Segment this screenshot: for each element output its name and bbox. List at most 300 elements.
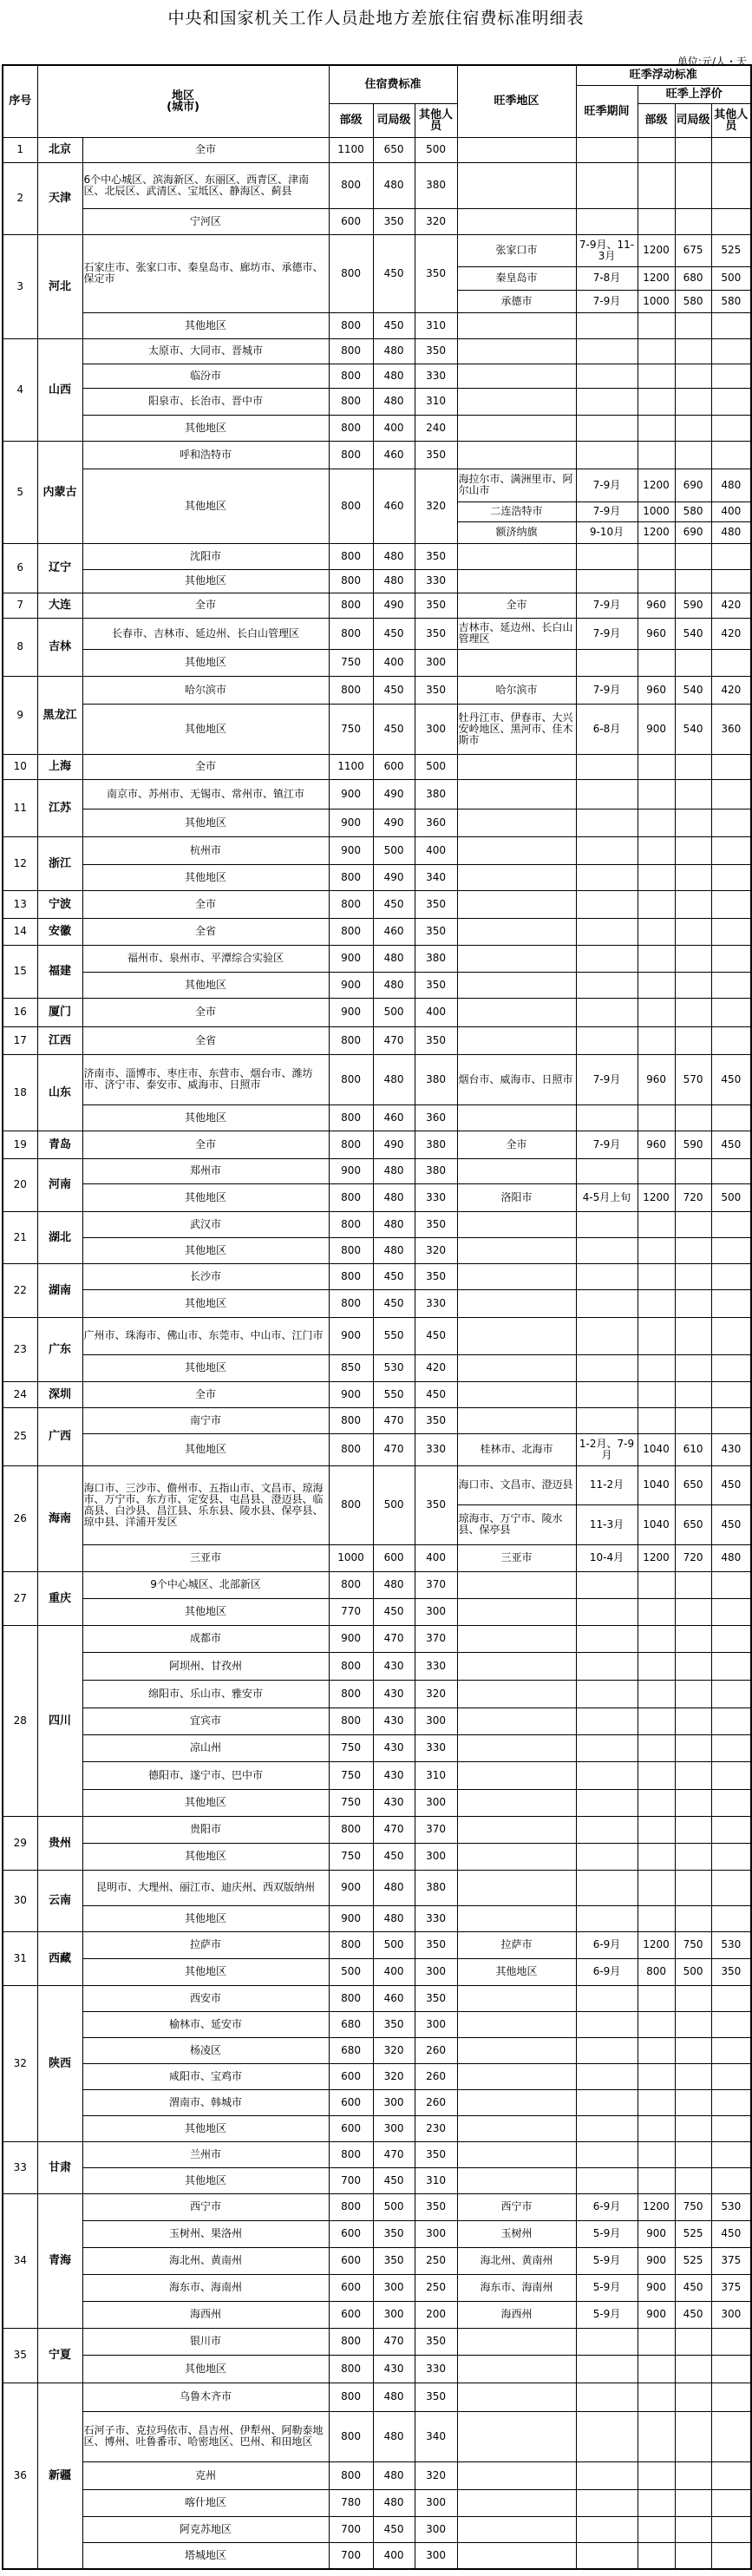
rate-other: 370 [415,1625,457,1652]
peak-rate-other [711,1571,751,1598]
table-row [3,415,751,441]
peak-rate-other [711,1843,751,1870]
table-row [3,234,751,266]
rate-bureau: 480 [373,1870,415,1905]
rate-other: 300 [415,1843,457,1870]
rate-minister: 800 [329,1407,373,1433]
peak-area [457,1381,576,1407]
peak-area: 全市 [457,593,576,618]
peak-rate-bureau [675,2355,711,2383]
area-name: 哈尔滨市 [82,676,329,704]
rate-bureau: 500 [373,1465,415,1544]
row-number: 3 [3,234,37,338]
peak-rate-minister [638,364,675,388]
peak-rate-bureau [675,890,711,918]
rate-minister: 500 [329,1958,373,1985]
peak-area [457,1870,576,1905]
area-name: 其他地区 [82,649,329,676]
peak-period [576,1625,638,1652]
peak-area [457,1985,576,2011]
peak-rate-bureau [675,1652,711,1680]
row-number: 9 [3,676,37,754]
rate-other: 320 [415,469,457,543]
province-name: 宁波 [37,890,82,918]
table-row [3,2516,751,2542]
area-name: 济南市、淄博市、枣庄市、东营市、烟台市、潍坊市、济宁市、泰安市、威海市、日照市 [82,1054,329,1104]
table-row [3,945,751,972]
peak-rate-other: 375 [711,2274,751,2301]
rate-other: 350 [415,338,457,364]
rate-minister: 800 [329,1680,373,1708]
area-name: 阳泉市、长治市、晋中市 [82,388,329,415]
peak-period [576,2037,638,2063]
peak-rate-bureau [675,1734,711,1761]
peak-rate-other [711,569,751,593]
peak-rate-other [711,1289,751,1317]
peak-rate-other [711,1680,751,1708]
province-name: 黑龙江 [37,676,82,754]
peak-rate-minister [638,441,675,469]
rate-minister: 770 [329,1598,373,1625]
rate-bureau: 480 [373,2411,415,2461]
peak-rate-bureau: 580 [675,290,711,312]
rate-other: 400 [415,1544,457,1571]
peak-rate-minister [638,918,675,945]
rate-bureau: 460 [373,1104,415,1131]
peak-rate-other [711,1985,751,2011]
peak-rate-minister [638,1026,675,1054]
rate-minister: 800 [329,2141,373,2167]
peak-rate-other [711,1734,751,1761]
peak-rate-other [711,2037,751,2063]
peak-rate-minister [638,1211,675,1237]
province-name: 青海 [37,2193,82,2328]
area-name: 全市 [82,593,329,618]
peak-rate-bureau [675,1680,711,1708]
peak-rate-minister: 900 [638,704,675,754]
rate-minister: 800 [329,441,373,469]
area-name: 其他地区 [82,864,329,890]
peak-rate-bureau [675,569,711,593]
peak-period [576,1407,638,1433]
rate-bureau: 480 [373,388,415,415]
province-name: 贵州 [37,1816,82,1870]
peak-rate-bureau [675,1407,711,1433]
area-name: 其他地区 [82,2115,329,2141]
peak-rate-other [711,162,751,208]
peak-rate-bureau: 450 [675,2274,711,2301]
rate-bureau: 500 [373,2193,415,2220]
peak-period [576,2141,638,2167]
area-name: 福州市、泉州市、平潭综合实验区 [82,945,329,972]
area-name: 其他地区 [82,1183,329,1211]
peak-period: 7-9月 [576,1054,638,1104]
rate-other: 380 [415,779,457,809]
rate-minister: 800 [329,1237,373,1263]
rate-other: 260 [415,2063,457,2089]
peak-rate-minister [638,2516,675,2542]
peak-rate-minister: 1200 [638,1544,675,1571]
rate-bureau: 470 [373,2141,415,2167]
peak-area [457,312,576,338]
rate-minister: 800 [329,364,373,388]
peak-rate-minister [638,809,675,836]
peak-area [457,1734,576,1761]
peak-rate-minister [638,2328,675,2355]
peak-area [457,162,576,208]
table-row [3,1237,751,1263]
peak-rate-bureau [675,1985,711,2011]
area-name: 咸阳市、宝鸡市 [82,2063,329,2089]
peak-period [576,2355,638,2383]
rate-other: 350 [415,2383,457,2411]
peak-rate-bureau [675,388,711,415]
rate-bureau: 650 [373,137,415,162]
rate-bureau: 430 [373,1789,415,1816]
area-name: 其他地区 [82,972,329,998]
peak-rate-minister: 1000 [638,290,675,312]
rate-minister: 750 [329,704,373,754]
peak-rate-minister [638,1816,675,1843]
peak-rate-other: 530 [711,2193,751,2220]
peak-rate-bureau: 690 [675,521,711,543]
row-number: 2 [3,162,37,234]
area-name: 西宁市 [82,2193,329,2220]
peak-area: 海北州、黄南州 [457,2247,576,2274]
peak-area: 海西州 [457,2301,576,2328]
table-row [3,1625,751,1652]
peak-rate-minister [638,1407,675,1433]
area-name: 玉树州、果洛州 [82,2220,329,2247]
table-row [3,2383,751,2411]
peak-period: 5-9月 [576,2220,638,2247]
area-name: 长沙市 [82,1263,329,1289]
rate-bureau: 500 [373,998,415,1026]
table-row [3,1354,751,1381]
peak-period [576,972,638,998]
peak-rate-bureau: 590 [675,593,711,618]
rate-minister: 800 [329,1131,373,1158]
peak-rate-bureau [675,208,711,234]
header-region: 地区 (城市) [37,65,329,137]
rate-other: 330 [415,1289,457,1317]
rate-minister: 700 [329,2542,373,2569]
area-name: 绵阳市、乐山市、雅安市 [82,1680,329,1708]
peak-rate-minister: 1200 [638,266,675,290]
peak-period [576,809,638,836]
peak-area: 全市 [457,1131,576,1158]
peak-rate-bureau [675,1708,711,1734]
rate-other: 350 [415,1985,457,2011]
table-row [3,1571,751,1598]
peak-rate-bureau: 500 [675,1958,711,1985]
peak-rate-minister [638,2355,675,2383]
rate-minister: 1100 [329,137,373,162]
peak-rate-bureau [675,2411,711,2461]
peak-rate-bureau: 540 [675,676,711,704]
rate-minister: 800 [329,312,373,338]
peak-rate-other: 350 [711,1958,751,1985]
peak-area [457,2063,576,2089]
peak-rate-other [711,441,751,469]
area-name: 德阳市、遂宁市、巴中市 [82,1761,329,1789]
peak-rate-other [711,1407,751,1433]
peak-rate-other [711,864,751,890]
rate-bureau: 600 [373,754,415,779]
peak-area: 海口市、文昌市、澄迈县 [457,1465,576,1504]
peak-rate-bureau: 610 [675,1433,711,1465]
peak-period: 7-9月 [576,290,638,312]
row-number: 22 [3,1263,37,1317]
rate-bureau: 400 [373,415,415,441]
peak-area [457,1263,576,1289]
peak-rate-bureau [675,1381,711,1407]
rate-bureau: 430 [373,1652,415,1680]
rate-bureau: 400 [373,1958,415,1985]
rate-other: 380 [415,1158,457,1183]
rate-minister: 900 [329,836,373,864]
area-name: 其他地区 [82,704,329,754]
table-row [3,208,751,234]
peak-rate-bureau [675,1263,711,1289]
peak-rate-minister [638,312,675,338]
area-name: 昆明市、大理州、丽江市、迪庆州、西双版纳州 [82,1870,329,1905]
rate-other: 310 [415,312,457,338]
rate-other: 330 [415,1734,457,1761]
peak-period [576,2489,638,2516]
row-number: 25 [3,1407,37,1465]
peak-rate-bureau [675,864,711,890]
area-name: 杨凌区 [82,2037,329,2063]
peak-rate-other [711,2328,751,2355]
peak-rate-bureau [675,312,711,338]
rate-bureau: 450 [373,1843,415,1870]
rate-other: 350 [415,1263,457,1289]
peak-area [457,2328,576,2355]
peak-period: 6-8月 [576,704,638,754]
rate-minister: 800 [329,1652,373,1680]
peak-area [457,338,576,364]
area-name: 呼和浩特市 [82,441,329,469]
peak-rate-minister [638,1263,675,1289]
peak-rate-bureau [675,2383,711,2411]
rate-minister: 800 [329,1433,373,1465]
rate-other: 330 [415,1183,457,1211]
peak-period [576,543,638,569]
rate-bureau: 350 [373,2247,415,2274]
rate-other: 300 [415,1789,457,1816]
peak-rate-bureau: 650 [675,1504,711,1544]
rate-other: 330 [415,569,457,593]
rate-minister: 900 [329,809,373,836]
rate-bureau: 480 [373,972,415,998]
rate-bureau: 450 [373,1263,415,1289]
peak-period [576,1263,638,1289]
area-name: 喀什地区 [82,2489,329,2516]
peak-rate-other: 375 [711,2247,751,2274]
rate-bureau: 430 [373,1734,415,1761]
peak-area [457,972,576,998]
peak-period [576,1354,638,1381]
peak-rate-minister [638,998,675,1026]
row-number: 11 [3,779,37,836]
peak-rate-minister [638,2167,675,2193]
rate-minister: 900 [329,1625,373,1652]
peak-rate-minister [638,2089,675,2115]
rate-bureau: 480 [373,1211,415,1237]
table-row [3,1708,751,1734]
peak-rate-other [711,2355,751,2383]
peak-rate-other [711,1625,751,1652]
peak-rate-bureau [675,1211,711,1237]
row-number: 21 [3,1211,37,1263]
rate-bureau: 500 [373,1931,415,1958]
peak-area [457,1407,576,1433]
rate-other: 300 [415,2516,457,2542]
peak-period [576,2516,638,2542]
rate-minister: 700 [329,2167,373,2193]
row-number: 5 [3,441,37,543]
area-name: 其他地区 [82,1958,329,1985]
rate-minister: 750 [329,1843,373,1870]
peak-period: 11-2月 [576,1465,638,1504]
page-title: 中央和国家机关工作人员赴地方差旅住宿费标准明细表 [167,9,585,28]
peak-rate-other: 480 [711,469,751,501]
rate-other: 500 [415,137,457,162]
peak-rate-bureau [675,2167,711,2193]
peak-rate-minister [638,1905,675,1931]
table-row [3,543,751,569]
peak-area [457,649,576,676]
peak-period [576,2011,638,2037]
area-name: 凉山州 [82,1734,329,1761]
peak-rate-minister [638,2037,675,2063]
peak-area [457,1026,576,1054]
peak-period [576,998,638,1026]
peak-area: 牡丹江市、伊春市、大兴安岭地区、黑河市、佳木斯市 [457,704,576,754]
peak-rate-other [711,1708,751,1734]
rate-other: 350 [415,441,457,469]
peak-area [457,945,576,972]
peak-area [457,2011,576,2037]
rate-bureau: 480 [373,2489,415,2516]
peak-rate-minister [638,2411,675,2461]
province-name: 江苏 [37,779,82,836]
peak-rate-minister: 1200 [638,1183,675,1211]
peak-area [457,2089,576,2115]
peak-rate-minister: 960 [638,1054,675,1104]
table-row [3,890,751,918]
rate-other: 300 [415,2220,457,2247]
peak-rate-minister [638,338,675,364]
rate-bureau: 480 [373,338,415,364]
rate-bureau: 430 [373,1761,415,1789]
peak-rate-minister: 1200 [638,521,675,543]
peak-rate-other [711,1317,751,1354]
peak-period [576,1158,638,1183]
rate-minister: 800 [329,338,373,364]
rate-minister: 600 [329,208,373,234]
peak-period: 4-5月上旬 [576,1183,638,1211]
rate-bureau: 490 [373,779,415,809]
peak-rate-other: 500 [711,1183,751,1211]
peak-area: 秦皇岛市 [457,266,576,290]
rate-bureau: 470 [373,1625,415,1652]
province-name: 浙江 [37,836,82,890]
rate-other: 370 [415,1571,457,1598]
rate-minister: 800 [329,415,373,441]
peak-rate-other [711,945,751,972]
rate-minister: 900 [329,1158,373,1183]
rate-bureau: 530 [373,1354,415,1381]
peak-rate-minister [638,1571,675,1598]
area-name: 9个中心城区、北部新区 [82,1571,329,1598]
rate-bureau: 550 [373,1317,415,1354]
province-name: 安徽 [37,918,82,945]
row-number: 19 [3,1131,37,1158]
peak-area [457,2167,576,2193]
area-name: 沈阳市 [82,543,329,569]
row-number: 36 [3,2383,37,2569]
peak-period [576,836,638,864]
peak-rate-minister [638,543,675,569]
table-row [3,2063,751,2089]
area-name: 南宁市 [82,1407,329,1433]
rate-minister: 800 [329,618,373,649]
peak-rate-minister: 1200 [638,2193,675,2220]
peak-rate-other [711,338,751,364]
peak-rate-other [711,2167,751,2193]
rate-other: 320 [415,208,457,234]
peak-rate-other [711,2489,751,2516]
peak-period: 7-9月 [576,676,638,704]
rate-minister: 850 [329,1354,373,1381]
rate-minister: 800 [329,1026,373,1054]
area-name: 南京市、苏州市、无锡市、常州市、镇江市 [82,779,329,809]
peak-area [457,1211,576,1237]
peak-area [457,2461,576,2489]
peak-rate-minister [638,1652,675,1680]
peak-period [576,1289,638,1317]
area-name: 其他地区 [82,1237,329,1263]
header-no: 序号 [3,65,37,137]
rate-bureau: 450 [373,618,415,649]
rate-other: 300 [415,2489,457,2516]
rate-minister: 800 [329,2193,373,2220]
rate-other: 500 [415,754,457,779]
rate-bureau: 480 [373,543,415,569]
area-name: 兰州市 [82,2141,329,2167]
province-name: 河北 [37,234,82,338]
peak-rate-other [711,364,751,388]
rate-bureau: 480 [373,2383,415,2411]
peak-rate-bureau [675,2542,711,2569]
peak-rate-minister [638,779,675,809]
rate-minister: 800 [329,918,373,945]
peak-rate-bureau [675,649,711,676]
peak-period [576,1104,638,1131]
peak-rate-minister: 1040 [638,1504,675,1544]
rate-bureau: 470 [373,1433,415,1465]
peak-rate-minister [638,1789,675,1816]
peak-rate-bureau: 525 [675,2220,711,2247]
peak-period: 10-4月 [576,1544,638,1571]
peak-area [457,388,576,415]
peak-period [576,1816,638,1843]
rate-other: 340 [415,864,457,890]
peak-period [576,1843,638,1870]
peak-rate-bureau [675,415,711,441]
